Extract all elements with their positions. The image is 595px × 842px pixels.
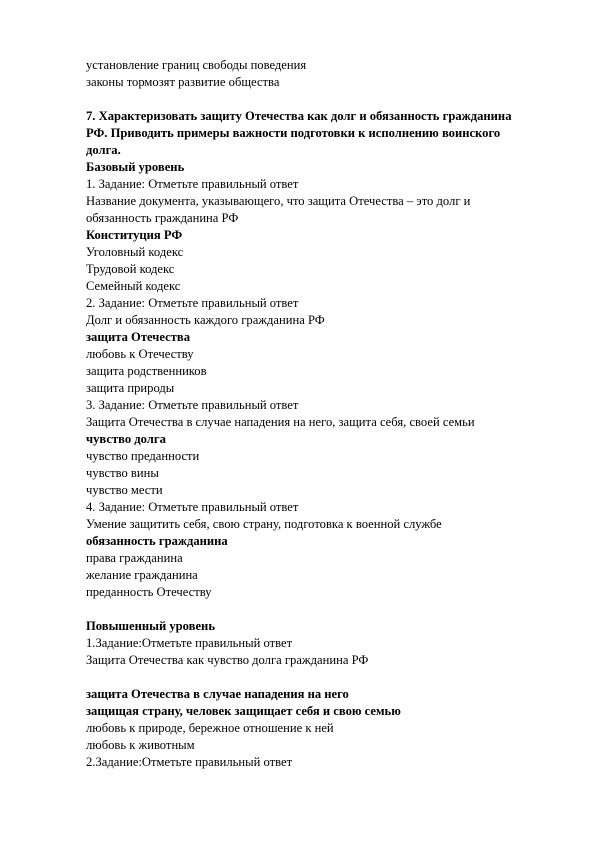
correct-answer: Конституция РФ — [86, 228, 183, 242]
answer-option: чувство преданности — [86, 449, 200, 463]
section-heading: 7. Характеризовать защиту Отечества как долг и обязанность гражданина РФ. Приводить примеры важности подготовки к исполнению воинского долга. — [86, 109, 512, 157]
correct-answer: обязанность гражданина — [86, 534, 228, 548]
task-question: Защита Отечества в случае нападения на него, защита себя, своей семьи — [86, 415, 475, 429]
level-title: Базовый уровень — [86, 160, 185, 174]
answer-option: Уголовный кодекс — [86, 245, 184, 259]
correct-answer: защищая страну, человек защищает себя и свою семью — [86, 704, 401, 718]
spacer — [86, 91, 526, 108]
task-prompt: 3. Задание: Отметьте правильный ответ — [86, 398, 299, 412]
task-prompt: 2. Задание: Отметьте правильный ответ — [86, 296, 299, 310]
document-page — [86, 57, 526, 771]
answer-option: чувство вины — [86, 466, 159, 480]
answer-option: желание гражданина — [86, 568, 198, 582]
text-line: законы тормозят развитие общества — [86, 75, 280, 89]
task-prompt: 2.Задание:Отметьте правильный ответ — [86, 755, 293, 769]
answer-option: чувство мести — [86, 483, 163, 497]
correct-answer: чувство долга — [86, 432, 166, 446]
answer-option: защита природы — [86, 381, 175, 395]
answer-option: права гражданина — [86, 551, 183, 565]
task-prompt: 1.Задание:Отметьте правильный ответ — [86, 636, 293, 650]
correct-answer: защита Отечества в случае нападения на него — [86, 687, 349, 701]
correct-answer: защита Отечества — [86, 330, 191, 344]
answer-option: любовь к Отечеству — [86, 347, 194, 361]
answer-option: защита родственников — [86, 364, 207, 378]
answer-option: Трудовой кодекс — [86, 262, 175, 276]
task-question: Умение защитить себя, свою страну, подготовка к военной службе — [86, 517, 442, 531]
answer-option: любовь к природе, бережное отношение к ней — [86, 721, 334, 735]
task-prompt: 4. Задание: Отметьте правильный ответ — [86, 500, 299, 514]
task-question: Название документа, указывающего, что защита Отечества – это долг и обязанность гражданина РФ — [86, 194, 471, 225]
level-title: Повышенный уровень — [86, 619, 215, 633]
text-line: установление границ свободы поведения — [86, 58, 307, 72]
spacer — [86, 601, 526, 618]
task-question: Долг и обязанность каждого гражданина РФ — [86, 313, 325, 327]
answer-option: преданность Отечеству — [86, 585, 212, 599]
spacer — [86, 669, 526, 686]
answer-option: любовь к животным — [86, 738, 195, 752]
answer-option: Семейный кодекс — [86, 279, 181, 293]
task-prompt: 1. Задание: Отметьте правильный ответ — [86, 177, 299, 191]
task-question: Защита Отечества как чувство долга гражданина РФ — [86, 653, 369, 667]
